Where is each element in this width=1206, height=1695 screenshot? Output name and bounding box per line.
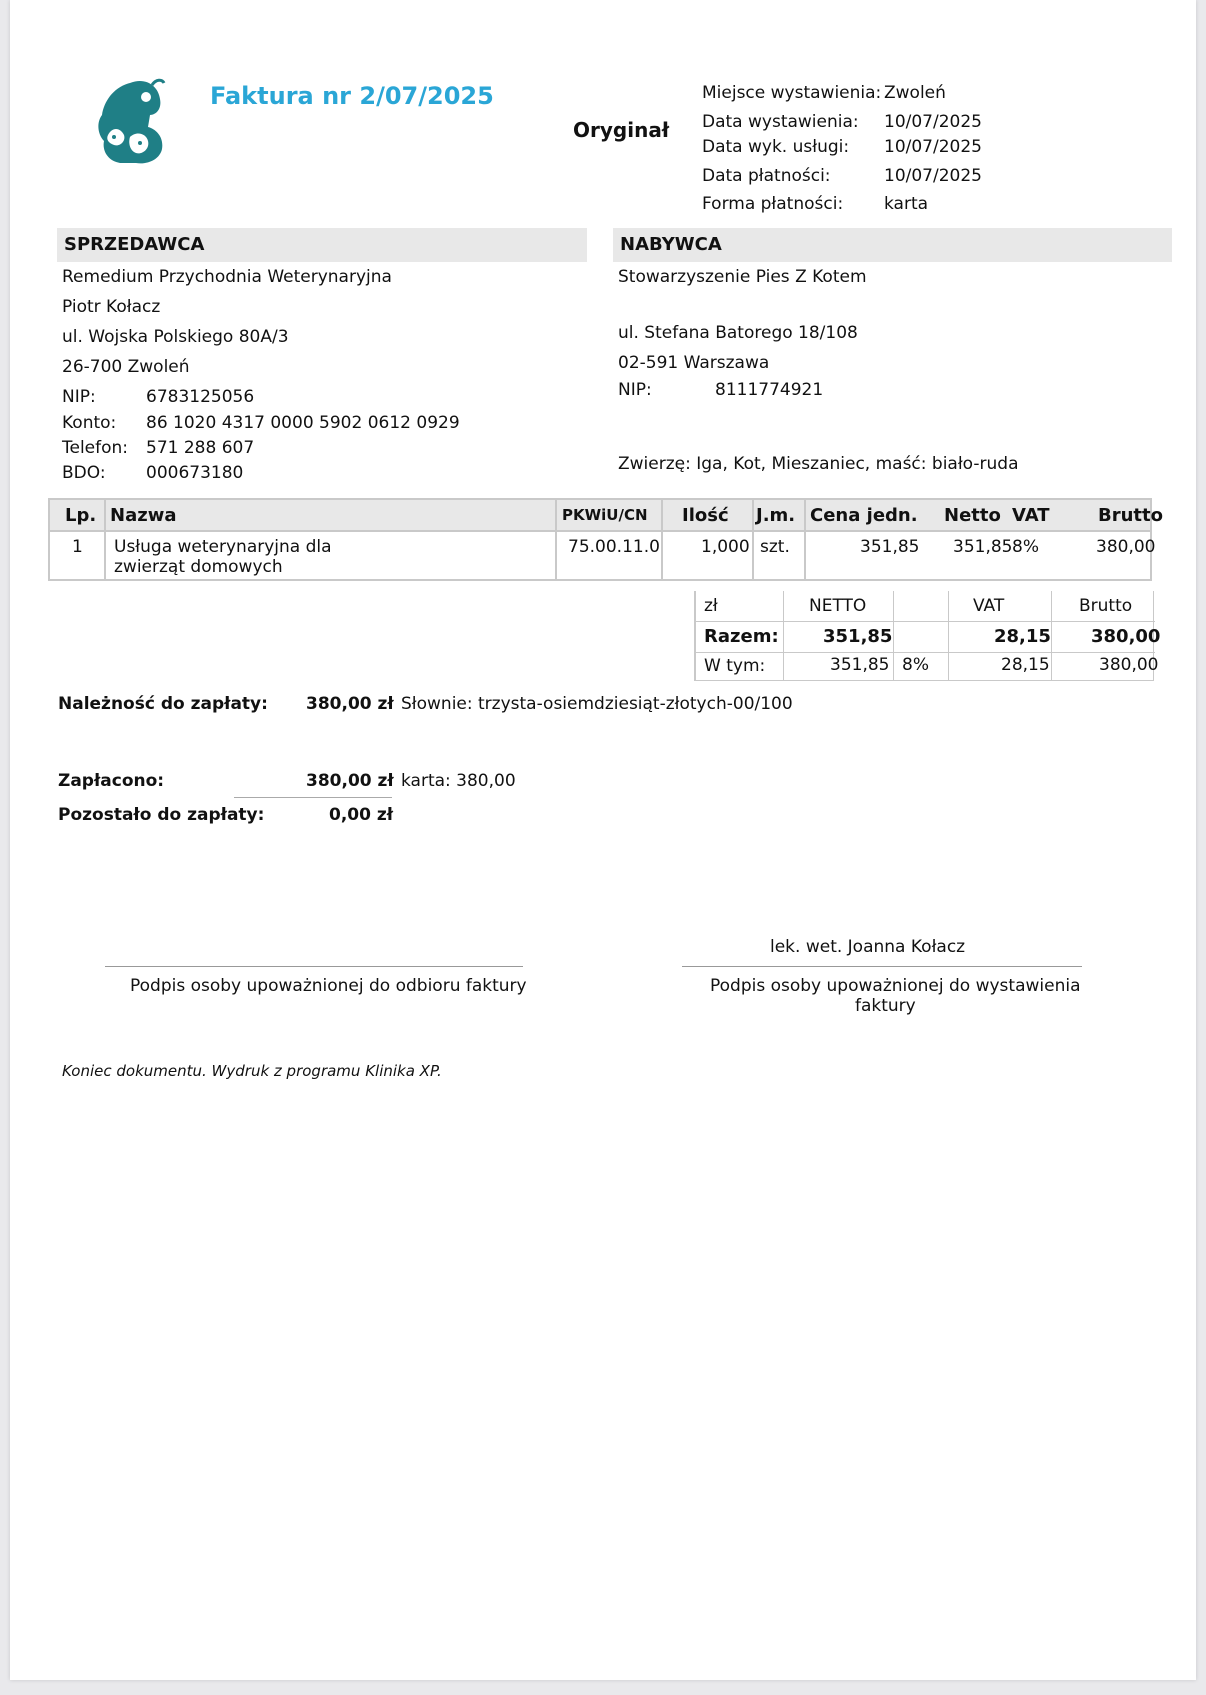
buyer-animal: Zwierzę: Iga, Kot, Mieszaniec, maść: biało-ruda — [618, 454, 1019, 474]
meta-value: Zwoleń — [884, 83, 946, 103]
col-lp: Lp. — [65, 505, 97, 526]
col-net: Netto — [944, 505, 1001, 526]
meta-value: 10/07/2025 — [884, 166, 982, 186]
issuer-signature-caption: Podpis osoby upoważnionej do wystawienia — [710, 976, 1081, 996]
seller-person: Piotr Kołacz — [62, 297, 161, 317]
meta-value: 10/07/2025 — [884, 137, 982, 157]
buyer-city: 02-591 Warszawa — [618, 353, 770, 373]
meta-value: karta — [884, 194, 929, 214]
col-pkwiu: PKWiU/CN — [562, 506, 648, 524]
cell-vat: 8% — [1012, 537, 1039, 557]
seller-nip: 6783125056 — [146, 387, 255, 407]
seller-phone-label: Telefon: — [62, 438, 129, 458]
sum-incl-net: 351,85 — [830, 655, 890, 675]
sum-currency: zł — [704, 596, 718, 616]
buyer-name: Stowarzyszenie Pies Z Kotem — [618, 267, 867, 287]
issuer-signature-line — [682, 966, 1082, 967]
seller-heading: SPRZEDAWCA — [57, 228, 587, 262]
col-price: Cena jedn. — [810, 505, 918, 526]
seller-bdo: 000673180 — [146, 463, 244, 483]
buyer-street: ul. Stefana Batorego 18/108 — [618, 323, 858, 343]
items-table — [48, 498, 1163, 581]
meta-label: Forma płatności: — [702, 194, 844, 214]
col-unit: J.m. — [756, 505, 796, 526]
remaining-amount: 0,00 zł — [329, 805, 394, 825]
meta-label: Data wyk. usługi: — [702, 137, 850, 157]
col-qty: Ilość — [682, 505, 729, 526]
col-vat: VAT — [1012, 505, 1050, 526]
sum-total-gross: 380,00 — [1091, 626, 1161, 647]
seller-bdo-label: BDO: — [62, 463, 106, 483]
col-gross: Brutto — [1098, 505, 1163, 526]
issuer-signature-caption-cont: faktury — [855, 996, 916, 1016]
cell-price: 351,85 — [860, 537, 920, 557]
copy-label: Oryginał — [573, 118, 670, 142]
vat-summary-table — [694, 591, 1161, 681]
sum-total-net: 351,85 — [823, 626, 893, 647]
amount-due-label: Należność do zapłaty: — [58, 694, 268, 714]
cell-gross: 380,00 — [1096, 537, 1156, 557]
cell-net: 351,85 — [953, 537, 1013, 557]
document-footer: Koniec dokumentu. Wydruk z programu Klinika XP. — [62, 1062, 442, 1080]
meta-label: Miejsce wystawienia: — [702, 83, 882, 103]
amount-in-words: Słownie: trzysta-osiemdziesiąt-złotych-00/100 — [401, 694, 793, 714]
seller-phone: 571 288 607 — [146, 438, 255, 458]
sum-incl-label: W tym: — [704, 656, 766, 676]
cell-unit: szt. — [760, 537, 790, 557]
meta-label: Data płatności: — [702, 166, 831, 186]
seller-account-label: Konto: — [62, 413, 117, 433]
sum-incl-vat: 28,15 — [1001, 655, 1050, 675]
meta-value: 10/07/2025 — [884, 112, 982, 132]
seller-street: ul. Wojska Polskiego 80A/3 — [62, 327, 289, 347]
sum-total-vat: 28,15 — [994, 626, 1051, 647]
buyer-heading: NABYWCA — [613, 228, 1172, 262]
seller-account: 86 1020 4317 0000 5902 0612 0929 — [146, 413, 460, 433]
paid-amount: 380,00 zł — [306, 771, 394, 791]
seller-name: Remedium Przychodnia Weterynaryjna — [62, 267, 392, 287]
meta-label: Data wystawienia: — [702, 112, 859, 132]
paid-detail: karta: 380,00 — [401, 771, 516, 791]
sum-incl-rate: 8% — [902, 655, 929, 675]
buyer-nip-label: NIP: — [618, 380, 652, 400]
invoice-page — [10, 0, 1196, 1680]
sum-net-header: NETTO — [809, 596, 867, 616]
paid-label: Zapłacono: — [58, 771, 165, 791]
receiver-signature-caption: Podpis osoby upoważnionej do odbioru faktury — [130, 976, 527, 996]
sum-total-label: Razem: — [704, 626, 779, 647]
seller-city: 26-700 Zwoleń — [62, 357, 190, 377]
cell-lp: 1 — [72, 537, 83, 557]
cell-name-cont: zwierząt domowych — [114, 557, 283, 577]
clinic-logo — [90, 75, 170, 167]
col-name: Nazwa — [110, 505, 177, 526]
cell-qty: 1,000 — [701, 537, 750, 557]
sum-incl-gross: 380,00 — [1099, 655, 1159, 675]
amount-due: 380,00 zł — [306, 694, 394, 714]
invoice-title: Faktura nr 2/07/2025 — [210, 82, 494, 110]
receiver-signature-line — [105, 966, 523, 967]
remaining-label: Pozostało do zapłaty: — [58, 805, 265, 825]
buyer-nip: 8111774921 — [715, 380, 824, 400]
paid-divider — [234, 797, 392, 798]
issuer-name: lek. wet. Joanna Kołacz — [770, 937, 966, 957]
cell-pkwiu: 75.00.11.0 — [568, 537, 660, 557]
sum-vat-header: VAT — [973, 596, 1005, 616]
seller-nip-label: NIP: — [62, 387, 96, 407]
sum-gross-header: Brutto — [1079, 596, 1133, 616]
cell-name: Usługa weterynaryjna dla — [114, 537, 332, 557]
